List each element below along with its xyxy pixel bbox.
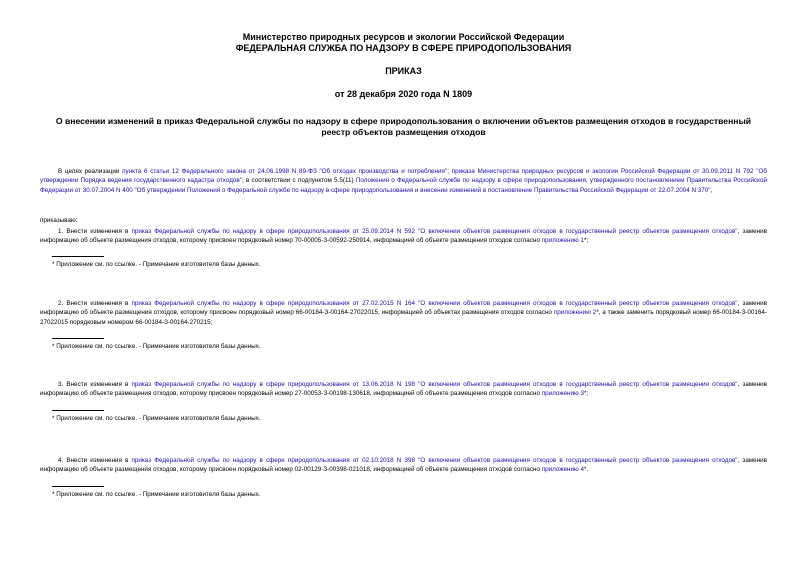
preamble-paragraph — [40, 167, 767, 195]
item-text: *. — [584, 466, 589, 474]
footnote: * Приложение см. по ссылке. - Примечание изготовителя базы данных. — [52, 343, 261, 350]
ministry-name: Министерство природных ресурсов и экологии Российской Федерации — [242, 32, 565, 42]
order-link[interactable]: приказ Федеральной службы по надзору в сфере природопользования от 27.02.2015 N 164 "О включении объектов размещения отходов в государственный реестр объектов размещения отходов" — [131, 300, 738, 307]
order-item-1 — [40, 227, 767, 246]
order-link[interactable]: приказ Федеральной службы по надзору в сфере природопользования от 13.06.2018 N 198 "О включении объектов размещения отходов в государственный реестр объектов размещения отходов" — [131, 381, 738, 388]
item-text: 3. Внести изменения в — [58, 381, 132, 388]
ministry-order-link[interactable]: приказа Министерства природных ресурсов и экологии Российской Федерации от 30.09.2011 N 792 "Об утверждении Порядка ведения государственного кадастра отходов" — [40, 168, 767, 185]
document-type: ПРИКАЗ — [385, 66, 422, 76]
preamble-text: , в соответствии с подпунктом 5.5(11) — [241, 177, 356, 185]
document-title-line-2: реестр объектов размещения отходов — [321, 127, 486, 137]
preamble-text: , — [710, 186, 713, 194]
law-link[interactable]: пункта 6 статьи 12 Федерального закона от 24.06.1998 N 89-ФЗ "Об отходах производства и потребления" — [122, 168, 448, 175]
item-text: , заменив информацию об объекте размещения отходов, которому присвоен порядковый номер 66-00184-З-00164-27022015, информацией об объектах размещения отходов согласно — [40, 300, 767, 317]
item-text: , заменив информацию об объекте размещения отходов, которому присвоен порядковый номер 70-00005-З-00592-250914, информацией об объекте размещения отходов согласно — [40, 228, 767, 245]
service-name: ФЕДЕРАЛЬНАЯ СЛУЖБА ПО НАДЗОРУ В СФЕРЕ ПРИРОДОПОЛЬЗОВАНИЯ — [235, 43, 572, 53]
order-item-3 — [40, 380, 767, 399]
item-text: *; — [584, 237, 589, 245]
appendix-link[interactable]: приложению 2 — [553, 309, 597, 317]
footnote-divider — [52, 338, 104, 339]
preamble-text: В целях реализации — [58, 168, 123, 175]
appendix-link[interactable]: приложению 1 — [541, 237, 584, 245]
item-text: *, а также заменить порядковый номер 66-00184-З-00164-27022015 порядковым номером 66-00184-З-00164-270215; — [40, 309, 768, 326]
order-link[interactable]: приказ Федеральной службы по надзору в сфере природопользования от 02.10.2018 N 398 "О включении объектов размещения отходов в государственный реестр объектов размещения отходов" — [131, 457, 738, 464]
footnote-divider — [52, 486, 104, 487]
footnote-divider — [52, 410, 104, 411]
item-text: 2. Внести изменения в — [58, 300, 132, 307]
footnote: * Приложение см. по ссылке. - Примечание изготовителя базы данных. — [52, 415, 261, 422]
document-date: от 28 декабря 2020 года N 1809 — [334, 89, 473, 99]
appendix-link[interactable]: приложению 4 — [541, 466, 584, 474]
order-link[interactable]: приказ Федеральной службы по надзору в сфере природопользования от 25.09.2014 N 592 "О включении объектов размещения отходов в государственный реестр объектов размещения отходов" — [131, 228, 738, 235]
appendix-link[interactable]: приложению 3 — [541, 390, 584, 398]
order-item-4 — [40, 456, 767, 475]
document-title-line-1: О внесении изменений в приказ Федеральной службы по надзору в сфере природопользования о включении объектов размещения отходов в государственный — [55, 116, 752, 126]
footnote: * Приложение см. по ссылке. - Примечание изготовителя базы данных. — [52, 261, 261, 268]
order-item-2 — [40, 299, 767, 327]
item-text: 1. Внести изменения в — [58, 228, 132, 235]
item-text: , заменив информацию об объекте размещения отходов, которому присвоен порядковый номер 02-00129-З-00398-021018, информацией об объекте размещения отходов согласно — [40, 457, 767, 474]
footnote-divider — [52, 256, 104, 257]
regulation-link[interactable]: Положения о Федеральной службе по надзору в сфере природопользования, утвержденного постановлением Правительства Российской Федерации от 30.07.2004 N 400 "Об утверждении Положения о Федеральной службе по надзору в сфере природопользования и внесении изменений в постановление Правительства Российской Федерации от 22.07.2004 N 370" — [40, 177, 767, 194]
item-text: *; — [584, 390, 589, 398]
order-word: приказываю: — [40, 217, 78, 224]
item-text: 4. Внести изменения в — [58, 457, 132, 464]
footnote: * Приложение см. по ссылке. - Примечание изготовителя базы данных. — [52, 491, 261, 498]
preamble-text: ; — [447, 168, 452, 175]
item-text: , заменив информацию об объекте размещения отходов, которому присвоен порядковый номер 27-00053-З-00198-130618, информацией об объекте размещения отходов согласно — [40, 381, 767, 398]
